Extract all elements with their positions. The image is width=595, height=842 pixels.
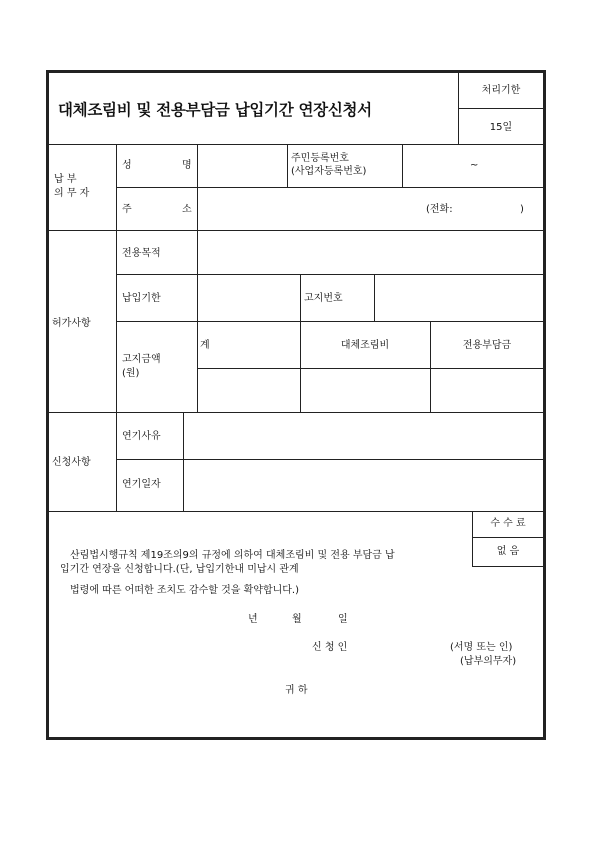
divider (183, 412, 184, 511)
divider (116, 274, 544, 275)
divider (197, 230, 198, 412)
divider (287, 144, 288, 187)
address-label-2: 소 (182, 204, 192, 215)
divider (116, 321, 544, 322)
divider (48, 144, 544, 145)
reforest-cost-label: 대체조림비 (340, 340, 390, 351)
signature-label: (서명 또는 인) (450, 642, 513, 653)
date-month: 월 (292, 614, 302, 625)
fee-label: 수 수 료 (490, 518, 526, 529)
phone-label: (전화: (426, 204, 453, 215)
statement-line1: 산림법시행규칙 제19조의9의 규정에 의하여 대체조림비 및 전용 부담금 납 (70, 550, 395, 561)
postpone-date-label: 연기일자 (122, 479, 161, 490)
divider (300, 321, 301, 412)
date-day: 일 (338, 614, 348, 625)
total-label: 계 (200, 340, 210, 351)
phone-close: ) (520, 204, 524, 215)
date-year: 년 (248, 614, 258, 625)
statement-line2: 입기간 연장을 신청합니다.(단, 납입기한내 미납시 관계 (60, 564, 299, 575)
divider (374, 274, 375, 321)
divider (430, 321, 431, 412)
divider (116, 459, 544, 460)
statement-line3: 법령에 따른 어떠한 조치도 감수할 것을 확약합니다.) (70, 585, 300, 596)
divider (48, 230, 544, 231)
address-label-1: 주 (122, 204, 132, 215)
divider (458, 108, 544, 109)
amount-label-line1: 고지금액 (122, 354, 161, 365)
applicant-label: 신 청 인 (312, 642, 348, 653)
divider (300, 274, 301, 321)
amount-label-line2: (원) (122, 368, 140, 379)
name-label-1: 성 (122, 160, 132, 171)
addressee: 귀 하 (285, 685, 308, 696)
id-separator: ~ (470, 160, 479, 171)
payer-section-label-top: 납 부 (54, 174, 77, 185)
fee-value: 없 음 (496, 546, 520, 557)
divider (402, 144, 403, 187)
divider (116, 144, 117, 511)
divider (116, 187, 544, 188)
processing-label: 처리기한 (481, 85, 521, 96)
divider (197, 144, 198, 230)
divider (472, 537, 544, 538)
divider (48, 511, 544, 512)
deadline-label: 납입기한 (122, 293, 161, 304)
application-section-label: 신청사항 (52, 457, 91, 468)
payer-section-label-bottom: 의 무 자 (54, 188, 90, 199)
notice-number-label: 고지번호 (304, 293, 343, 304)
processing-value: 15일 (489, 122, 513, 133)
conversion-charge-label: 전용부담금 (462, 340, 512, 351)
payer-obligation-label: (납부의무자) (460, 656, 517, 667)
permit-section-label: 허가사항 (52, 318, 91, 329)
divider (48, 412, 544, 413)
divider (197, 368, 544, 369)
id-label-line2: (사업자등록번호) (291, 166, 367, 177)
id-label-line1: 주민등록번호 (291, 153, 349, 164)
name-label-2: 명 (182, 160, 192, 171)
form-title: 대체조림비 및 전용부담금 납입기간 연장신청서 (58, 101, 372, 119)
postpone-reason-label: 연기사유 (122, 431, 161, 442)
purpose-label: 전용목적 (122, 248, 161, 259)
divider (472, 566, 544, 567)
